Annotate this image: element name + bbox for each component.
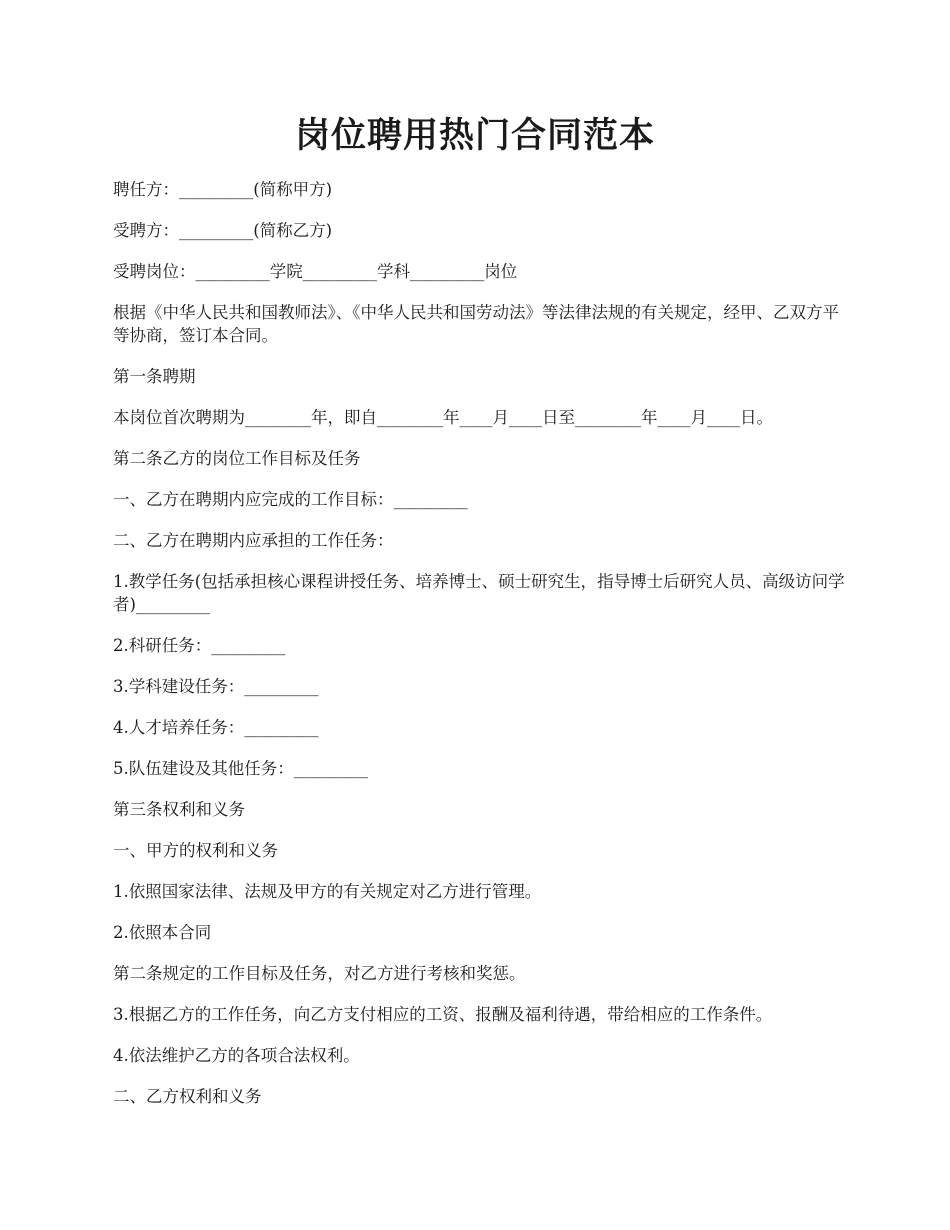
party-a-item-3: 3.根据乙方的工作任务，向乙方支付相应的工资、报酬及福利待遇，带给相应的工作条件。	[113, 1005, 773, 1024]
task-research: 2.科研任务：_________	[113, 636, 286, 655]
party-a-item-2-cont: 第二条规定的工作目标及任务，对乙方进行考核和奖惩。	[113, 964, 526, 983]
task-talent: 4.人才培养任务：_________	[113, 718, 319, 737]
party-a-item-4: 4.依法维护乙方的各项合法权利。	[113, 1046, 360, 1065]
article-3-heading: 第三条权利和义务	[113, 800, 245, 819]
section-party-b-rights: 二、乙方权利和义务	[113, 1087, 262, 1106]
article-2-heading: 第二条乙方的岗位工作目标及任务	[113, 449, 361, 468]
paragraph-position: 受聘岗位：_________学院_________学科_________岗位	[113, 262, 518, 281]
task-teaching: 1.教学任务(包括承担核心课程讲授任务、培养博士、硕士研究生，指导博士后研究人员、高级访问学者)_________	[113, 572, 845, 614]
paragraph-work-goal: 一、乙方在聘期内应完成的工作目标：_________	[113, 490, 468, 509]
document-body	[113, 178, 848, 1126]
task-team: 5.队伍建设及其他任务：_________	[113, 759, 368, 778]
paragraph-employer: 聘任方：_________(简称甲方)	[113, 180, 333, 199]
article-1-heading: 第一条聘期	[113, 367, 196, 386]
paragraph-employee: 受聘方：_________(简称乙方)	[113, 221, 333, 240]
party-a-item-1: 1.依照国家法律、法规及甲方的有关规定对乙方进行管理。	[113, 882, 542, 901]
paragraph-work-tasks: 二、乙方在聘期内应承担的工作任务：	[113, 531, 394, 550]
paragraph-term: 本岗位首次聘期为________年，即自________年____月____日至________年____月____日。	[113, 408, 773, 427]
task-discipline: 3.学科建设任务：_________	[113, 677, 319, 696]
document-title: 岗位聘用热门合同范本	[294, 115, 655, 156]
party-a-item-2: 2.依照本合同	[113, 923, 212, 942]
section-party-a-rights: 一、甲方的权利和义务	[113, 841, 278, 860]
paragraph-preamble: 根据《中华人民共和国教师法》、《中华人民共和国劳动法》等法律法规的有关规定，经甲、乙双方平等协商，签订本合同。	[113, 303, 839, 345]
